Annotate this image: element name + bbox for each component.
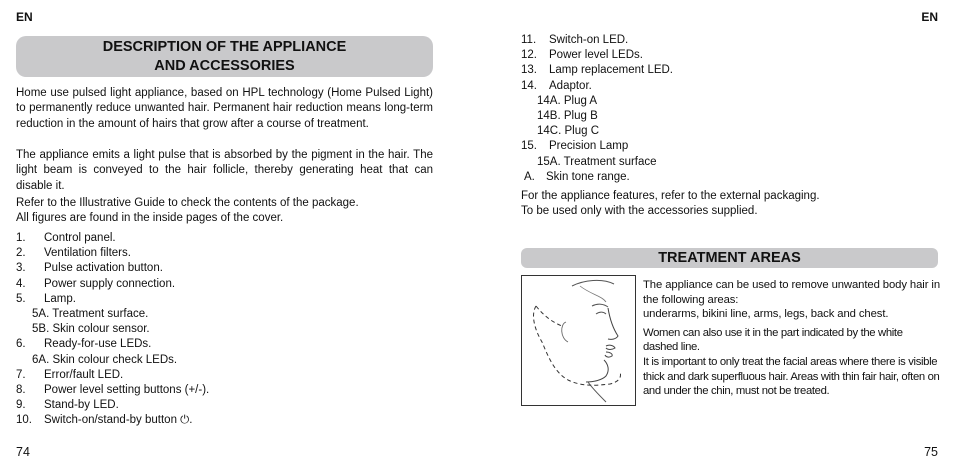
- list-item: A. Skin tone range.: [524, 170, 630, 183]
- treatment-paragraph-2: Women can also use it in the part indicated by the white dashed line.: [643, 326, 903, 354]
- list-subitem: 14A. Plug A: [537, 94, 598, 107]
- list-item: 1. Control panel.: [16, 232, 116, 244]
- treatment-paragraph-3: It is important to only treat the facial areas where there is visible thick and dark superfluous hair. Areas with thin fair hair, often on and under the chin, must not be treated.: [643, 355, 940, 398]
- list-subitem: 5A. Treatment surface.: [32, 308, 149, 321]
- face-profile-illustration: [522, 276, 635, 405]
- component-list-right: [521, 33, 938, 185]
- description-heading-line1: DESCRIPTION OF THE APPLIANCE: [102, 39, 347, 55]
- description-heading-line2: AND ACCESSORIES: [154, 58, 295, 74]
- face-illustration-frame: [521, 275, 636, 406]
- description-heading: [16, 36, 433, 77]
- list-item: 11. Switch-on LED.: [521, 34, 629, 46]
- features-line-2: To be used only with the accessories supplied.: [521, 205, 758, 218]
- list-item: 12. Power level LEDs.: [521, 49, 643, 62]
- list-item: 2. Ventilation filters.: [16, 247, 131, 260]
- list-item: 15. Precision Lamp: [521, 140, 629, 153]
- list-item: 14. Adaptor.: [521, 79, 592, 92]
- guide-line-2: All figures are found in the inside pages of the cover.: [16, 212, 284, 225]
- guide-paragraph: [16, 196, 433, 227]
- features-paragraph: [521, 189, 938, 220]
- component-list-left: [16, 231, 433, 429]
- list-subitem: 14B. Plug B: [537, 110, 598, 123]
- list-item: 6. Ready-for-use LEDs.: [16, 338, 152, 351]
- language-label-left: EN: [16, 10, 33, 24]
- list-subitem: 15A. Treatment surface: [537, 155, 657, 168]
- list-item: 7. Error/fault LED.: [16, 368, 124, 381]
- list-item: 5. Lamp.: [16, 292, 76, 305]
- intro-paragraph-2: The appliance emits a light pulse that is absorbed by the pigment in the hair. The light beam is conveyed to the hair follicle, thereby generating heat that can disable it.: [16, 149, 433, 192]
- list-item: 4. Power supply connection.: [16, 277, 176, 290]
- treatment-areas-heading: TREATMENT AREAS: [521, 248, 938, 268]
- list-subitem: 5B. Skin colour sensor.: [32, 323, 150, 336]
- treatment-paragraph-1: The appliance can be used to remove unwanted body hair in the following areas:: [643, 279, 941, 306]
- intro-paragraph-1: Home use pulsed light appliance, based on HPL technology (Home Pulsed Light) to permanently reduce unwanted hair. Permanent hair reduction means long-term reduction in the amount of hairs that grow after a course of treatment.: [16, 87, 433, 130]
- page-number-right: 75: [924, 445, 938, 459]
- list-item: 3. Pulse activation button.: [16, 262, 163, 275]
- list-item: 8. Power level setting buttons (+/-).: [16, 384, 210, 397]
- list-item: 9. Stand-by LED.: [16, 399, 119, 412]
- treatment-paragraph-1b: underarms, bikini line, arms, legs, back and chest.: [643, 308, 889, 321]
- list-item: 13. Lamp replacement LED.: [521, 64, 674, 77]
- list-subitem: 14C. Plug C: [537, 125, 600, 138]
- list-item: 10. Switch-on/stand-by button ⏻.: [16, 414, 193, 427]
- list-subitem: 6A. Skin colour check LEDs.: [32, 353, 178, 366]
- features-line-1: For the appliance features, refer to the external packaging.: [521, 190, 820, 202]
- guide-line-1: Refer to the Illustrative Guide to check the contents of the package.: [16, 197, 359, 209]
- language-label-right: EN: [921, 10, 938, 24]
- page-number-left: 74: [16, 445, 30, 459]
- treatment-text: [643, 278, 940, 399]
